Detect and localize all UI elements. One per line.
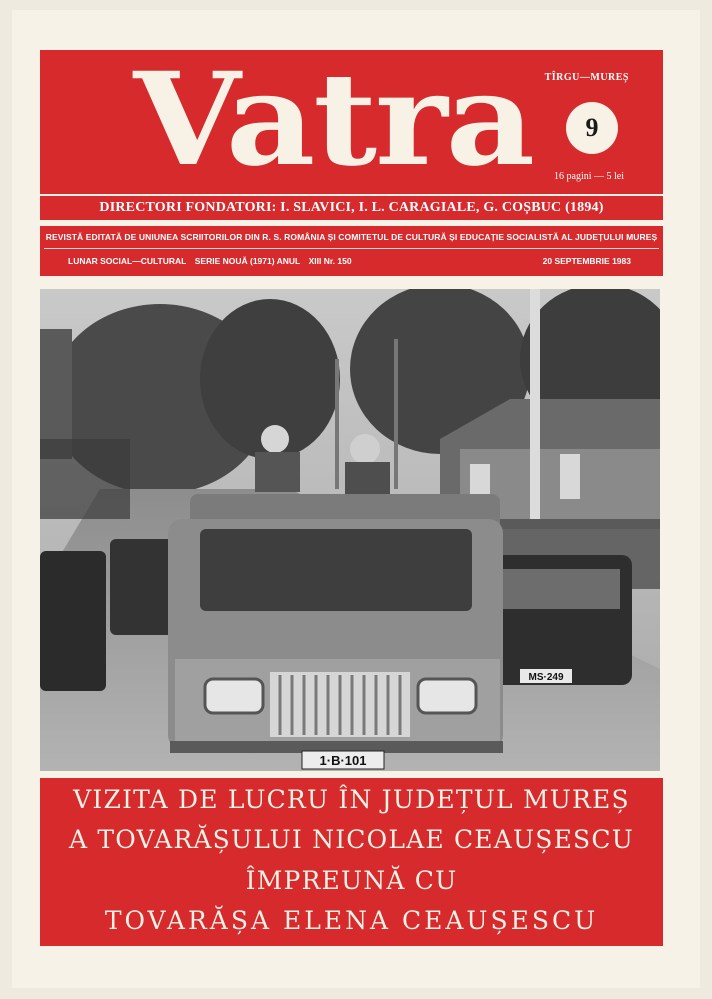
issue-date: 20 SEPTEMBRIE 1983 — [542, 256, 631, 266]
publication-info-band — [40, 226, 663, 276]
headline-block — [40, 778, 663, 946]
series-label: SERIE NOUĂ (1971) ANUL — [194, 256, 301, 266]
location-label: TÎRGU—MUREȘ — [544, 72, 629, 83]
info-divider — [44, 248, 659, 249]
magazine-title: Vatra — [133, 45, 533, 195]
frequency-label: LUNAR SOCIAL—CULTURAL — [68, 256, 187, 266]
founding-directors-band: DIRECTORI FONDATORI: I. SLAVICI, I. L. CARAGIALE, G. COȘBUC (1894) — [40, 196, 663, 220]
cover-photo — [40, 289, 660, 771]
issue-number-badge: 9 — [566, 102, 618, 154]
pages-price-label: 16 pagini — 5 lei — [554, 171, 624, 182]
publisher-line: REVISTĂ EDITATĂ DE UNIUNEA SCRIITORILOR DIN R. S. ROMÂNIA ȘI COMITETUL DE CULTURĂ ȘI EDUCAȚIE SOCIALISTĂ AL JUDEȚULUI MUREȘ — [45, 232, 658, 242]
year-number-label: XIII Nr. 150 — [308, 256, 352, 266]
main-car-plate: 1·B·101 — [319, 753, 367, 768]
series-line — [68, 256, 358, 266]
headline-line-1: VIZITA DE LUCRU ÎN JUDEȚUL MUREȘ — [73, 785, 630, 814]
headline-line-4: TOVARĂȘA ELENA CEAUȘESCU — [104, 906, 599, 935]
right-car-plate: MS·249 — [528, 672, 564, 683]
headline-line-3: ÎMPREUNĂ CU — [245, 866, 458, 895]
headline-line-2: A TOVARĂȘULUI NICOLAE CEAUȘESCU — [69, 825, 634, 854]
masthead — [40, 45, 663, 195]
